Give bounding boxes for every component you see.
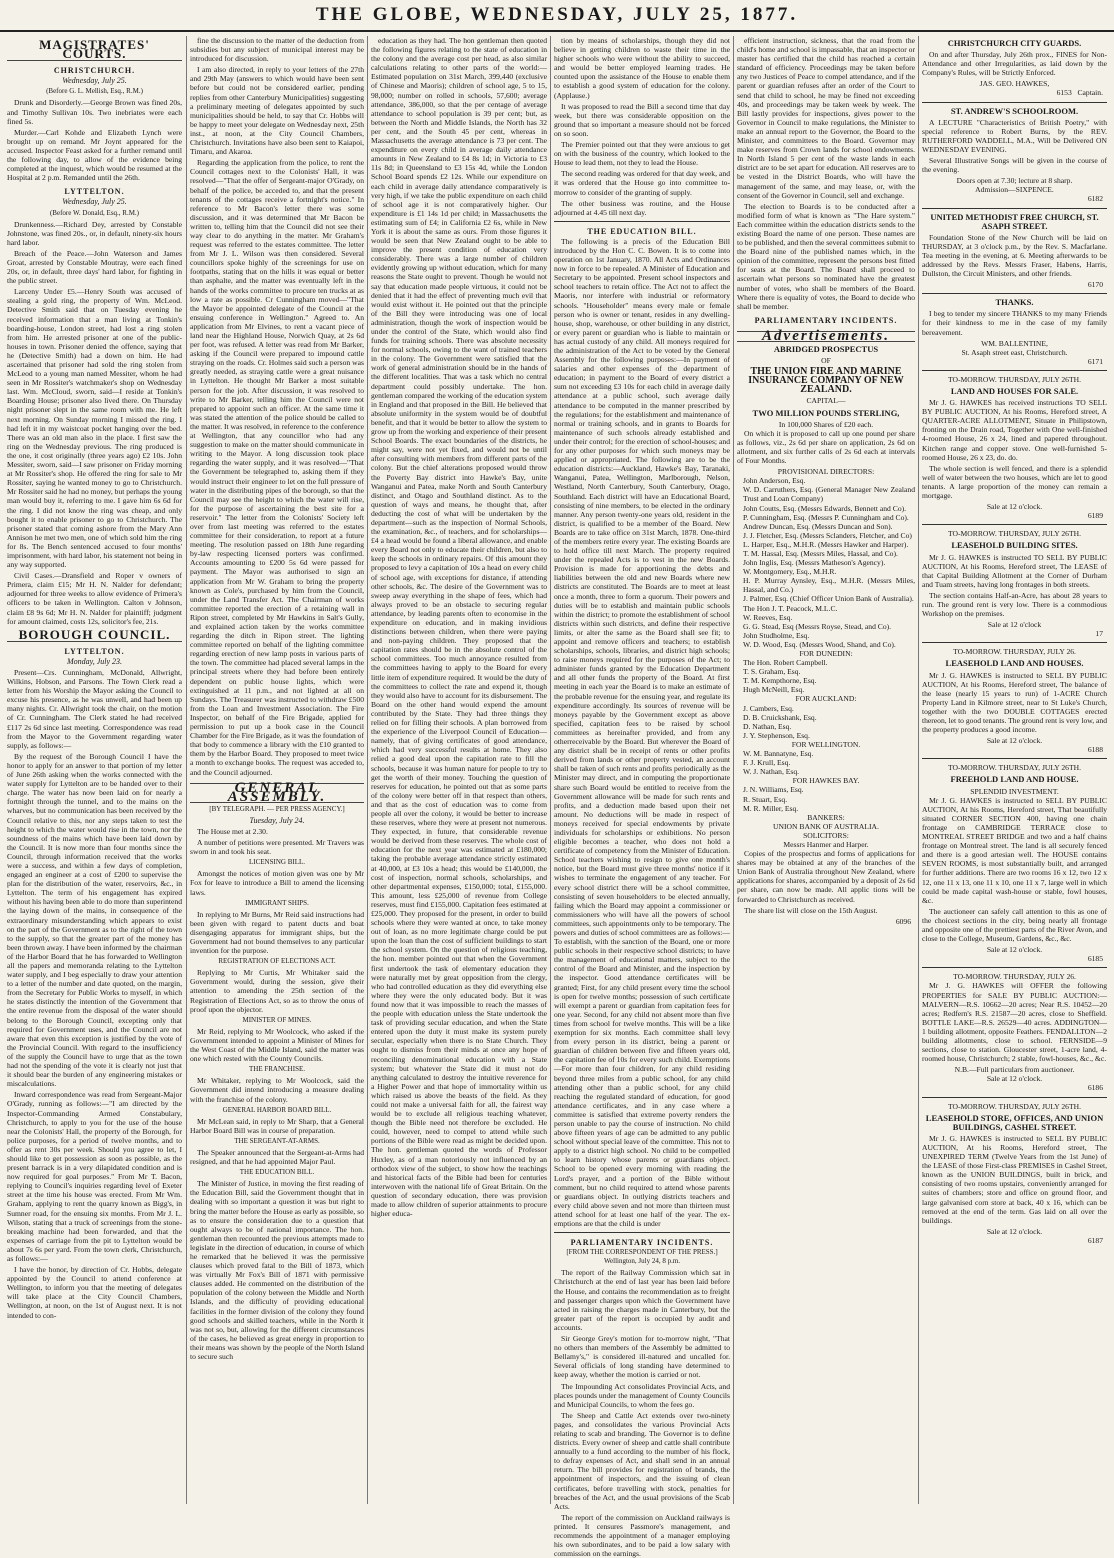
paragraph: Mr Reid, replying to Mr Woolcock, who asked if the Government intended to appoint a Minister of Mines for the West Coast of the Middle Island, said the matter was one which rested with the County Councils. (190, 1026, 364, 1064)
section-title: CHRISTCHURCH. (53, 66, 136, 76)
paragraph: Mr McLean said, in reply to Mr Sharp, that a General Harbor Board Bill was in course of preparation. (190, 1116, 364, 1135)
column-4 (550, 36, 733, 1558)
paragraph: The Sheep and Cattle Act extends over two-ninety pages, and consolidates the various Provincial Acts relating to scab and branding. The Governor is to define districts. Every owner of sheep and cattle shall contribute annually to a fund according to the number of his flock, to defray expenses of Act, and shall send in an annual return. The bill provides for registration of brands, the appointment of inspectors, and the issuing of clean certificates, before travelling with stock, penalties for breaches of the Act, and the usual provisions of the Scab Acts. (554, 1410, 730, 1511)
list-item: R. Stuart, Esq. (743, 794, 788, 804)
wellington-list (737, 749, 915, 776)
ad-title: LEASEHOLD STORE, OFFICES, AND UNION BUILDINGS, CASHEL STREET. (925, 1112, 1104, 1132)
subheading: IMMIGRANT SHIPS. (245, 898, 309, 907)
paragraph: Amongst the notices of motion given was one by Mr Fox for leave to introduce a Bill to amend the licensing laws. (190, 869, 364, 897)
paragraph: I am also directed, in reply to your letters of the 27th and 29th May (answers to which would have been sent before but could not be considered earlier, pending replies from other Canterbury Municipalities) suggesting a preliminary meeting of delegates appointed by such municipalities should be held, to say that Cr. Hobbs will be happy to meet your delegate on Wednesday next, 25th inst., at noon, at the City Council Chambers, Christchurch. Invitations have also been sent to Kaiapoi, Timaru, and Akaroa. (190, 65, 364, 157)
education-bill-heading: THE EDUCATION BILL. (587, 226, 697, 236)
section-date: Wednesday, July 25. (62, 197, 127, 207)
list-item: J. Cambers, Esq. (743, 703, 794, 713)
ad-when: TO-MORROW. THURSDAY, JULY 26TH. (948, 529, 1081, 539)
paragraph: The Minister of Justice, in moving the first reading of the Education Bill, said the Government thought that in dealing with so important a question it was but right to bring the matter before the House as early as possible, so as to ensure the consideration due to a question that ought always to be of national importance. The hon. gentleman then recounted the previous attempts made to legislate in the direction of education, in course of which he remarked that he believed it was the permissive clauses which proved fatal to the Bill of 1873, which was virtually Mr Fox's Bill of 1871 with permissive clauses added. He commented on the distribution of the population of the colony between the Middle and North Islands, and the difficulty of providing educational facilities in the former division of the colony they found good schools and skilled teachers, while in the North it was not so, but, allowing for the different circumstances of the cases, he believed as great energy in proportion to their means was shown by the people of the North Island to secure such (190, 1179, 364, 1362)
ad-text: The whole section is well fenced, and there is a splendid well of water between the two houses, which are let to good tenants. A large proportion of the money can remain a mortgage. (922, 463, 1107, 501)
divider (922, 293, 1107, 294)
ad-text: Mr J. G. HAWKES has received instructions TO SELL BY PUBLIC AUCTION, At his Rooms, Hereford street, A QUARTER-ACRE ALLOTMENT, Situate in Philipstown, fronting on the Drain road, Together with One well-finished 4-roomed House, 26 x 24, lined and papered throughout. Kitchen range and copper stove. One well-furnished 5-roomed House, 26 x 23, do. do. (922, 398, 1107, 462)
paragraph: Larceny Under £5.—Henry South was accused of stealing a gold ring, the property of Wm. McLeod. Detective Smith said that on Tuesday evening he received information that a man living at Tonkin's boarding-house, London street, had lost a ring stolen from him. He arrested prisoner at one of the public-houses in town. Prisoner denied the offence, saying that he (Detective Smith) had a down on him. He had ascertained that prisoner had sold the ring stolen from McLeod to a young man named Messiter, whom he had seen in Mr Rossiter's watchmaker's shop on Wednesday last. Wm. McCloud, sworn, said—I reside at Tonkin's Boarding House; prisoner also lived there. On Thursday night prisoner slept in the same room with me. He left next morning. On Sunday morning I missed the ring. I had left it in my waistcoat pocket hanging over the bed. There was an old man also in the place. I first saw the ring on the Wednesday previous. The ring produced is the one, it cost originally (three years ago) £2 10s. John Messiter, sworn, said—I saw prisoner on Friday morning at Mr Rossiter's shop. He offered the ring for sale to Mr Rossiter, saying he wanted money to go to Christchurch. Mr Rossiter said he had no money, but perhaps the young man would buy it, referring to me. I gave him 6s 6d for the ring. I did not know the ring was cheap, and only bought it to enable prisoner to go to Christchurch. The prisoner stated that coming ashore from the Mary Ann Annison he met two men, one of which sold him the ring for 8s. The Bench sentenced accused to four months' imprisonment, with hard labor, his statement not being in any way supported. (7, 287, 182, 570)
list-item: W. D. Carruthers, Esq. (General Manager New Zealand Trust and Loan Company) (743, 485, 915, 504)
ad-code: 6170 (1087, 280, 1103, 290)
wellington-label: FOR WELLINGTON. (791, 739, 861, 749)
subheading: GENERAL HARBOR BOARD BILL. (222, 1105, 332, 1114)
divider (922, 758, 1107, 759)
paragraph: The share list will close on the 15th August. (744, 905, 878, 915)
ad-sale-time: Sale at 12 o'clock. (986, 502, 1043, 512)
list-item: J. Palmer, Esq. (Chief Officer Union Bank of Australia). (743, 594, 914, 604)
parliamentary-incidents-heading: PARLIAMENTARY INCIDENTS. (754, 315, 898, 325)
ad-subtitle: SPLENDID INVESTMENT. (970, 786, 1059, 796)
paragraph: Drunkenness.—Richard Dey, arrested by Constable Johnstone, was fined 20s., or, in default, ninety-six hours hard labor. (7, 219, 182, 247)
directors-title: PROVISIONAL DIRECTORS: (777, 467, 875, 477)
column-5 (733, 36, 918, 1504)
ad-code-number: 6153 (1056, 88, 1072, 98)
ad-text: A LECTURE "Characteristics of British Poetry," with special reference to Robert Burns, by the REV. RUTHERFORD WADDELL, M.A., Will be Delivered ON WEDNESDAY EVENING. (922, 117, 1107, 154)
ad-text: On and after Thursday, July 26th prox., FINES for Non-Attendance and other Irregularities, as laid down by the Company's Rules, will be Strictly Enforced. (922, 50, 1107, 78)
solicitors-name: Messrs Hanmer and Harper. (783, 839, 869, 849)
list-item: T. M. Kempthorne, Esq. (743, 676, 817, 686)
paragraph: The report of the Railway Commission which sat in Christchurch at the end of last year has been laid before the House, and contains the recommendation as to freight and passenger charges upon which the Government have acted in raising the charges made in Canterbury, but the greater part of the report is occupied by audit and accounts. (554, 1268, 730, 1332)
list-item: John Anderson, Esq. (743, 476, 806, 486)
ad-address: St. Asaph street east, Christchurch. (961, 347, 1068, 357)
list-item: W. M. Bannatyne, Esq. (743, 749, 814, 759)
paragraph: Present—Crs. Cunningham, McDonald, Allwright, Wilkins, Hobson, and Parsons. The Town Clerk read a letter from his Worship the Mayor asking the Council to excuse his presence, as he was unwell, and had been up many nights. Cr. Allwright took the chair, on the motion of Cr. Cunningham. The Clerk stated he had received £117 2s 6d since last meeting. Correspondence was read from the Mayor to the Government regarding water supply, as follows:— (7, 668, 182, 750)
dateline: [FROM THE CORRESPONDENT OF THE PRESS.] Wellington, July 24, 8 p.m. (566, 1248, 718, 1266)
ad-text: The auctioneer can safely call attention to this as one of the choicest sections in the city, being nearly all frontage and opposite one of the prettiest parts of the River Avon, and close to the College, Museum, Gardens, &c., &c. (922, 906, 1107, 944)
ad-text: The section contains Half-an-Acre, has about 28 years to run. The ground rent is very low. There is a commodious Workshop on the premises. (922, 590, 1107, 619)
ad-text: Mr J. G. HAWKES is instructed to SELL BY PUBLIC AUCTION, At his Rooms, Hereford street, The balance of the lease (nearly 15 years to run) of 1-ACRE Church Property Land in Kilmore street, near to St Luke's Church, together with the two DOUBLE COTTAGES erected thereon, let to good tenants. The ground rent is very low, and the property produces a good income. (922, 670, 1107, 735)
divider (922, 208, 1107, 209)
subheading: MINISTER OF MINES. (242, 1015, 312, 1024)
prospectus-of: OF (821, 356, 831, 366)
column-1 (4, 36, 185, 1504)
masthead: THE GLOBE, WEDNESDAY, JULY 25, 1877. (0, 4, 1114, 32)
ad-note: N.B.—Full particulars from auctioneer. (954, 1065, 1075, 1075)
directors-list (737, 476, 915, 649)
subheading: THE FRANCHISE. (248, 1065, 305, 1074)
column-6 (918, 36, 1110, 1504)
list-item: J. N. Williams, Esq. (743, 785, 804, 795)
capital-amount: TWO MILLION POUNDS STERLING, (752, 407, 900, 418)
ad-code: 6185 (1087, 954, 1103, 964)
divider (922, 102, 1107, 103)
section-bench: (Before W. Donald, Esq., R.M.) (49, 208, 140, 217)
ad-code (922, 88, 1103, 97)
paragraph: The Speaker announced that the Sergeant-at-Arms had resigned, and that he had appointed Major Paul. (190, 1147, 364, 1167)
ad-text: Mr J. G. HAWKES is instructed to SELL BY PUBLIC AUCTION, At his Rooms, Hereford street, That beautifully situated CORNER SECTION 400, having one chain frontage on CAMBRIDGE TERRACE close to MONTREAL STREET BRIDGE and two and a half chains frontage on Montreal street. The land is all securely fenced and there is a good artesian well. The HOUSE contains SEVEN ROOMS, is most substantially built, and arranged for further additions. There are two rooms 16 x 12, two 12 x 12, one 11 x 13, one 11 x 10, one 11 x 7, large well in which could be made capital wash-house or stable, fowl houses, &c. (922, 795, 1107, 905)
column-2 (186, 36, 367, 1504)
ad-signature: WM. BALLENTINE, (981, 338, 1048, 348)
list-item: John Studholme, Esq. (743, 630, 810, 640)
paragraph: Mr Whitaker, replying to Mr Woolcock, said the Government did intend introducing a measure dealing with the franchise of the colony. (190, 1076, 364, 1104)
paragraph: tion by means of scholarships, though they did not believe in getting children to waste their time in the higher schools who were without the ability to succeed, and would be better employed learning trades. He counted upon the assistance of the House to enable them to establish a good system of education for the colony. (Applause.) (554, 36, 730, 100)
list-item: W. D. Wood, Esq. (Messrs Wood, Shand, and Co). (743, 639, 896, 649)
ad-when: TO-MORROW. THURSDAY, JULY 26TH. (948, 763, 1081, 773)
list-item: The Hon. Robert Campbell. (743, 658, 828, 668)
dunedin-list (737, 658, 915, 694)
ad-code: 6096 (895, 916, 911, 926)
section-bench: (Before G. L. Mellish, Esq., R.M.) (46, 87, 143, 96)
paragraph: The following is a precis of the Education Bill introduced by the Hon C. C. Bowen. It is to come into operation on 1st January, 1870. All Acts and Ordinances now in force to be repealed. A Minister of Education and Secretary to be appointed. Present school inspectors and school teachers to retain office. The Act not to affect the Maoris, nor interfere with industrial or reformatory schools. "Householder" means every male or female person who is owner or tenant, resides in any dwelling-house, shop, warehouse, or other building in any district, or every parent or guardian who is liable to maintain or has actual custody of any child. All moneys required for the administration of the Act to be voted by the General Assembly for the following purposes:—In payment of salaries and other expenses of the department of education; in payment to the Board of every district a sum not exceeding £3 10s for each child in average daily attendance at a public school, such average daily attendance to be computed in the manner prescribed by the regulations; for the establishment and maintenance of normal or training schools, and in grants to Boards for maintenance of such schools already established and under their control; for the erection of school-houses; and for any other purposes for which such moneys may be applied or appropriated. The following are to be the education districts:—Auckland, Hawke's Bay, Taranaki, Wanganui, Patea, Wellington, Marlborough, Nelson, Westland, North Canterbury, South Canterbury, Otago, Southland. Each district will have an Educational Board, consisting of nine members, to be elected in the ordinary manner. Any person twenty-one years old, resident in the district, is qualified to be a member of the Board. New Boards are to take office on 31st March, 1878. One-third of the members retire every year. The existing Boards are to hold office till next March. The property required under the repealed Acts is to vest in the new Boards. Provision is made for apportioning the debts and liabilities between the old and new Boards where new districts are constituted. The Boards are to meet at least once a month, three to form a quorum. Their powers and duties will be to establish and maintain public schools within the district; to promote the establishment of school districts within such districts, and define their respective limits, or alter the same as the Board shall see fit; to appoint and remove officers and teachers; to establish scholarships, schools, libraries, and district high schools; to raise moneys required for the purposes of the Act; to administer funds granted by the Education Department and all other funds the property of the Board. At first meeting in each year the Board is to make an estimate of the probable revenue for the ensuing year, and regulate its expenditure accordingly. Its sources of revenue will be moneys payable by the Government except as above specified, capitation fees to be raised by school committees as hereinafter provided, and from any otherreceivable by the Board. But wherever the Board of any district shall be in receipt of rents or other profits derived from lands or other property vested, an account shall be taken of such rents and profits periodically as the Minister may direct, and in computing the proportionate share such Board would be entitled to receive from the Government allowance will be made for such rents and profits, and a deduction made based upon their net amount. No deductions will be made in respect of moneys received for special endowments by private individuals for scholarships or exhibitions. No person eligible becomes a teacher, who does not hold a certificate of competency from the Minister of Education. School teachers wishing to resign to give one month's notice, but the Board must give three months' notice if it wishes to terminate the engagement of any teacher. For every school district there will be a school committee, consisting of seven householders to be elected annually, failing which the Board may appoint a commissioner or commissioners who will have all the powers of school committees, such appointments only to be temporary. The powers and duties of school committees are as follows:—To establish, with the sanction of the Board, one or more public schools in their respective school districts; to have the management of educational matters, subject to the control of the Board and Minister, and the inspection by the inspector. Good attendance certificates will be granted; First, for any child present every time the school is open for twelve months; possession of such certificate will exempt a parent or guardian from capitation fees for one year. Second, for any child not absent more than five times from school for twelve months. This will be a like exemption for six months. Each committee shall levy from every person in its district, being a parent or guardian of children between five and fifteen years old, the capitation fee of 10s for every such child. Exemptions—For more than four children, for any child residing beyond three miles from a public school, for any child attending other than a public school, for any child reaching the regulated standard of education, for good attendance certificates, and in any case where a committee is satisfied that extreme poverty renders the person unable to pay the course of instruction. No child above fifteen years of age can be admitted to any public school without special leave of the committee. This not to apply to a district high school. No child to be compelled to learn history whose parents or guardians object. School to be opened every morning with reading the Lord's prayer, and a portion of the Bible without comment, but no child required to attend whose parents or guardians object. In outlying districts teachers and every child above seven and not more than thirteen must attend school for at least one half of the year. The ex-emptions are that the child is under (554, 236, 730, 1228)
ad-title: LEASEHOLD LAND AND HOUSES. (945, 658, 1084, 669)
paragraph: I have the honor, by direction of Cr. Hobbs, delegate appointed by the Council to attend conference at Wellington, to inform you that the meeting of delegates will take place at the City Council Chambers, Wellington, at noon, on the 1st of August next. It is not intended to con- (7, 1265, 182, 1320)
ad-text: Admission—SIXPENCE. (975, 185, 1054, 195)
solicitors-label: SOLICITORS: (803, 830, 849, 840)
magistrates-courts-heading: MAGISTRATES' COURTS. (7, 40, 182, 61)
paragraph: A number of petitions were presented. Mr Travers was sworn in and took his seat. (190, 838, 364, 857)
list-item: W. J. Nathan, Esq. (743, 767, 800, 777)
ad-sale-time: Sale at 12 o'clock. (986, 945, 1043, 955)
ad-text: Mr J. G. HAWKES is instructed to SELL BY PUBLIC AUCTION, At his Rooms, Hereford street, The UNEXPIRED TERM (Twelve Years from the 1st June) of the LEASE of those First-class PREMISES in Cashel Street, known as the UNION BUILDINGS, built in brick, and consisting of two rooms upstairs, conveniently arranged for suites of chambers; store and office on ground floor, and large galvanised corn store at back, 40 x 16, which can be removed at the end of the term. Gas laid on all over the buildings. (922, 1133, 1107, 1225)
divider (922, 1097, 1107, 1098)
ad-role: Captain. (1077, 88, 1103, 98)
subheading: THE SERGEANT-AT-ARMS. (234, 1136, 320, 1145)
divider (922, 967, 1107, 968)
list-item: P. Cunningham, Esq. (Messrs P. Cunningham and Co). (743, 512, 909, 522)
ad-when: TO-MORROW. THURSDAY, JULY 26TH. (948, 1101, 1081, 1111)
bank-name: UNION BANK OF AUSTRALIA. (773, 821, 879, 831)
paragraph: The second reading was ordered for that day week, and it was ordered that the House go into committee to-morrow to consider of the granting of supply. (554, 169, 730, 197)
section-title: LYTTELTON. (64, 187, 125, 197)
hawkes-bay-list (737, 785, 915, 812)
ad-code: 6189 (1087, 511, 1103, 521)
paragraph: Inward correspondence was read from Sergeant-Major O'Grady, running as follows:—"I am directed by the Inspector-Commanding Armed Constabulary, Christchurch, to apply to you for the use of the house near the Colonists' Hall, the property of the Borough, for police purposes, for a period of twelve months, and to offer as rent 30s per week. Should you agree to let, I should like to get possession as soon as possible, as the present barrack is in a very dilapidated condition and is now required for goal purposes." From Mr T. Bacon, replying to Council's inquiries regarding level of Exeter street at the time his house was erected. From Mr Wm. Graham, applying to rent the quarry known as Bigg's, in Sumner road, for the ensuing six months. From Mr J. L. Wilson, stating that a truck of screenings from the stone-breaking machine had been forwarded, and that the expenses of carriage from the pit to Lyttelton would be about 7s 6s per yard. From the town clerk, Christchurch, as follows:— (7, 1090, 182, 1263)
ad-text: Mr J. G. HAWKES is instructed TO SELL BY PUBLIC AUCTION, At his Rooms, Hereford street, The LEASE of that Capital Building Allotment at the Corner of Durham and Tuam streets, having long frontages in both streets. (922, 552, 1107, 589)
ad-text: I beg to tender my sincere THANKS to my many Friends for their kindness to me in the case of my family bereavement. (922, 309, 1107, 337)
borough-council-heading: BOROUGH COUNCIL. (7, 630, 182, 642)
ad-text: Mr J. G. HAWKES will OFFER the following PROPERTIES for SALE BY PUBLIC AUCTION:—MALVERN—R.S. 10662—20 acres; Near R.S. 10452—20 acres; Redfern's R.S. 21587—20 acres, close to Sheffield. BOTTLE LAKE—R.S. 26529—40 acres. ADDINGTON—1 building allotment, opposite Feathers. FENDALLTON—2 building allotments, close to school. FERNSIDE—9 sections, close to station. Gloucester street, 1-acre land, 4-roomed house, Christchurch; 2 stable, fowl-houses, &c., &c. (922, 981, 1107, 1064)
ad-code: 6187 (1087, 1235, 1103, 1245)
subheading: LICENSING BILL. (249, 858, 305, 867)
ad-title: CHRISTCHURCH CITY GUARDS. (947, 38, 1082, 48)
ad-code: 6188 (1087, 745, 1103, 755)
ad-title: THANKS. (995, 297, 1034, 308)
ad-when: TO-MORROW. THURSDAY, JULY 26. (953, 647, 1076, 657)
list-item: Andrew Duncan, Esq. (Messrs Duncan and Son). (743, 521, 893, 531)
paragraph: The Premier pointed out that they were anxious to get on with the business of the country, which looked to the House to lead them, not they to lead the House. (554, 140, 730, 168)
ad-title: UNITED METHODIST FREE CHURCH, ST. ASAPH STREET. (930, 211, 1099, 231)
list-item: T. M. Hassal, Esq. (Messrs Miles, Hassal, and Co). (743, 548, 898, 558)
paragraph: Regarding the application from the police, to rent the Council cottages next to the Colonists' Hall, it was resolved—"That the offer of Sergeant-major O'Grady, on behalf of the police, be acceded to, and that the present tenants of the cottages receive a fortnight's notice." In reference to Mr Bacon's letter there was some discussion, and it was determined that Mr Bacon be written to, telling him that the Council did not see their way clear to do anything in the matter. Mr Graham's request was referred to the estates committee. The letter from Mr J. L. Wilson was then considered. Several councillors spoke highly of the screenings for use on footpaths, stating that on the hills it was equal or better than asphalte, and the matter was eventually left in the hands of the works committee to procure ten trucks at as low a rate as possible. Cr Cunningham moved—"That the Mayor be appointed delegate of the Council at the ensuing conference in Wellington." Agreed to. An application from Mr Elvines, to rent a vacant piece of land near the Highland House, Norwich Quay, at 2s 6d per foot, was refused. A letter was read from Mr Barker, asking if the Council were prepared to impound cattle straying on the roads. Cr. Holmes said such a person was greatly needed, as straying cattle were a great nuisance in Lyttelton. He thought Mr Barker a most suitable person for the job. After discussion, it was resolved to write to Mr Barker, telling him the Council were not prepared to appoint such an officer. At the same time it was stated the attention of the police should be called to the matter. It was resolved, in reference to the conference at Wellington, that any councillor who had any suggestion to make on the matter should communicate in writing to the Mayor. A long discussion took place regarding the water supply, and it was resolved—"That the Government be telegraphed to, asking them if they would instruct their engineer to let on the full pressure of water in the distributing pipes of the borough, so that the Council may see the height to which the water will rise, for the purpose of ascertaining the best site for a reservoir." The letter from the Colonists' Society left over from last meeting was referred to the estates committee for their consideration, to report at a future meeting. The resolution passed on 18th June regarding by-law respecting licensed porters was confirmed. Accounts amounting to £200 5s 6d were passed for payment. The Mayor was authorised to sign an application from Mr W. Graham to bring the property known as Cole's, purchased by him from the Council, under the Land Transfer Act. The Chairman of works committee reported the erection of a retaining wall in Ripon street, completed by Mr Hawkins in Salt's Gully, and explained action taken by the works committee regarding the ditch in Ripon street. The lighting committee reported on behalf of the lighting committee regarding erection of new lamp posts in various parts of the town. The committee had placed several lamps in the principal streets where they had before been entirely dependent on public house lights, which were extinguished at 11 p.m., and not lighted at all on Sundays. The Treasurer was instructed to withdraw £500 from the Loan and Investment Association. The Fire Inspector, on behalf of the Fire Brigade, applied for permission to put up a book case in the Council Chamber for the Fire Brigade, as it was the foundation of that body to commence a library with the £10 granted to them by the Harbor Board. They proposed to meet twice a month to exchange books. The request was acceded to, and the Council adjourned. (190, 158, 364, 777)
divider (922, 642, 1107, 643)
capital-label: CAPITAL— (806, 396, 846, 406)
ad-title: FREEHOLD LAND AND HOUSE. (950, 774, 1079, 785)
ad-code: 6182 (1087, 194, 1103, 204)
telegraph-line: [BY TELEGRAPH. — PER PRESS AGENCY.] (209, 804, 345, 813)
advertisements-heading: Advertisements. (737, 331, 915, 342)
auckland-label: FOR AUCKLAND: (795, 694, 857, 704)
ad-code: 6171 (1087, 356, 1103, 366)
divider (922, 370, 1107, 371)
ad-sale-time: Sale at 12 o'clock. (986, 1074, 1043, 1084)
section-date: Wednesday, July 25. (62, 76, 127, 86)
paragraph: education as they had. The hon gentleman then quoted the following figures relating to the state of education in the colony and the average cost per head, as also similar calculations relating to other parts of the world:—Estimated population on 31st March, 399,440 (exclusive of Chinese and Maoris); children of school age, 5 to 15, 98,000; number on rolled in schools, 57,600; average attendance, 386,000, so that the per centage of average attendance to school population is 39 per cent; but, as between the North and Middle Islands, the North has 32 per cent, and the South 45 per cent, whereas in Massachusetts the average attendance is 73 per cent. The expenditure on every child in average daily attendance amounts in New Zealand to £4 8s 1d; in Victoria to £3 11s 8d; in Queensland to £3 15s 4d, while the London School Board spends £2 12s. While our expenditure on each child in average daily attendance comparatively is very high, if we take the public expenditure on each child of school age it is not comparatively higher. Our expenditure is £1 14s 1d per child; in Massachusetts the estimating sum of £4; in California £2 6s, while in New York it is about the same as ours. From those figures it would be seen that New Zealand ought to be able to improve the present condition of education very considerably. There was a large number of children evidently growing up without education, which for many reasons the State ought to prevent. Though he would not say that education made people virtuous, it could not be denied that it had the effect of preventing much evil that would exist without it. He pointed out that the principle of the Bill they were introducing was one of local administration, though the work of inspection would be under the control of the State, which would also find funds for training schools. There was absolute necessity for normal schools, owing to the want of trained teachers in the colony. The Government were satisfied that the work of general administration should be in the hands of the different localities. That was a task which no central department could possibly undertake. The hon. gentleman compared the working of the education system in England and that proposed in the Bill. He believed that absolute uniformity in the system would be of doubtful benefit, and that it would be better to allow the system to grow up from the working and experience of their present School Boards. The exact boundaries of the districts, he might say, were not yet fixed, and would not be until after consulting with members from different parts of the colony. But the chief alterations proposed would throw the Poverty Bay district into Hawke's Bay, unite Wanganui and Patea, make North and South Canterbury distinct, and Otago and Southland distinct. As to the question of ways and means, he thought that, after deducting the cost of what will be undertaken by the department—such as the inspection of Normal Schools, the examination, &c., of teachers, and for scholarships—£4 a head would be found a liberal allowance, and enable every Board not only to educate their children, but also to keep the schools in ordinary repairs. Of this amount they proposed to levy a capitation of 10s a head on every child of school age, with exceptions for distance, if attending other schools, &c. The desire of the Government was to sweep away everything in the shape of fees, which had always proved to be an obstacle to securing regular attendance, by leading parents often to economise in the expenditure on education, and in making invidious distinctions between children, when there were paying and non-paying children. They proposed that the capitation rates should be in the absolute control of the school committees. Too much annoyance resulted from the committees having to apply to the Board for every little item of expenditure required. It would be the duty of the committees to collect the rate and expend it, though they would also have to account for its disbursement. The Board on the other hand would expend the amount contributed by the State. They had three things they relied on for filling their schools. A plan borrowed from the experience of the Liverpool Council of Education—namely, that of giving certificates of good attendance, which had very successful results at home. They also relied a good deal upon the capitation rate to fill the schools, because it was human nature for people to try to get the worth of their money. Touching the question of reserves for education, he pointed out that as some parts of the colony were better off in that respect than others, and that as the cost of education was to come from people all over the colony, it would be better to increase these reserves, where they were at present not numerous. They expected, in future, that considerable revenue would be derived from these reserves. The whole cost of education for the next year was estimated at £180,000; taking the probable average attendance strictly estimated at 40,000, at £3 10s a head; this would be £140,000, the cost of inspection, normal schools, scholarships, and other departmental expenses, £150,000; total, £155,000. This amount, less £25,000 of revenue from College reserves, must find £155,000. Capitation fees estimated at £25,000. They proposed for the present, in order to build schools where they were wanted at once, to take money out of loan, as no more legitimate charge could be put upon the loan than the cost of sufficient buildings to start the school system. On the question of religious teaching, the hon. member pointed out that when the Government first undertook the task of elementary education they were naturally met by great opposition from the clergy, who had controlled education as they did everything else where they were the only educated body. But it was found now that it was impossible to reach the masses of the people with education unless the State undertook the task of providing secular education, and when the State entered upon the duty it must make its system purely secular, especially when there is no State Church. They ought to dismiss from their minds at once any hope of reconciling denominational education with a State system; but whatever the State did it must not do anything calculated to destroy the intuitive reverence for a Higher Power and that hope of immortality within us which raised us above the beasts of the field. As they could not make a universal faith for all, the fairest way would be to exclude all religious teaching whatever, though the Bible need not therefore be excluded. He could, however, need to compel to attend while such portions of the Bible were read as might be decided upon. The hon. gentleman quoted the words of Professor Huxley, as of a man notoriously not influenced by an orthodox view of the subject, to show how the teachings and historical facts of the Bible had been for centuries interwoven with the national life of Great Britain. On the question of secondary education, there was provision made to allow children of superior attainments to procure higher educa- (371, 36, 547, 1219)
ad-when: TO-MORROW. THURSDAY, JULY 26. (953, 972, 1076, 982)
auckland-list (737, 704, 915, 740)
paragraph: The election to Boards is to be conducted after a modified form of what is known as "The Hare system." Each committee within the education districts sends to the existing Board the name of one person. These names are to be published, and then the several committees submit to the Board nine of the published names which, in the opinion of the committee, represent the persons best fitted for seats at the Board. The Board shall proceed to ascertain what persons so nominated have the greatest number of votes, who shall be members of the Board. Where there is equality of votes, the Board to decide who shall be member. (737, 201, 915, 311)
ad-sale-time: Sale at 12 o'clock. (986, 1226, 1043, 1236)
column-3 (367, 36, 550, 1504)
paragraph: Civil Cases.—Dransfield and Roper v owners of Primera, claim £15; Mr H. N. Nalder for defendant; adjourned for three weeks to allow evidence of Primera's officers to be taken in Wellington. Calton v Johnson, claim £8 9s 6d; Mr H. N. Nalder for plaintiff; judgment for amount claimed, costs 12s, solicitor's fee, 21s. (7, 571, 182, 626)
ad-when: TO-MORROW. THURSDAY, JULY 26TH. (948, 374, 1081, 384)
paragraph: Sir George Grey's motion for to-morrow night, "That no others than members of the Assembly be admitted to Bellamy's," is considered ill-natured and uncalled for. Several officials of long standing have determined to keep away, whether the motion is carried or not. (554, 1334, 730, 1380)
ad-sale-time: Sale at 12 o'clock. (986, 736, 1043, 746)
paragraph: The report of the commission on Auckland railways is printed. It censures Passmore's management, and recommends the appointment of a manager employing his own subordinates, and to be paid a low salary with commission on the earnings. (554, 1512, 730, 1558)
paragraph: On which it is proposed to call up one pound per share as follows, viz., 2s 6d per share on application, 2s 6d on allotment, and six further calls of 2s 6d each at intervals of Four Months. (737, 428, 915, 466)
shares-line: In 100,000 Shares of £20 each. (778, 419, 874, 429)
paragraph: fine the discussion to the matter of the deduction from subsidies but any subject of municipal interest may be introduced for discussion. (190, 36, 364, 64)
section-date: Tuesday, July 24. (249, 815, 305, 825)
list-item: Hugh McNeill, Esq. (743, 685, 805, 695)
list-item: W. Reeves, Esq. (743, 612, 793, 622)
paragraph: In replying to Mr Burns, Mr Reid said instructions had been given with regard to patent ducts and boat disengaging apparatus for immigrant ships, but the Government had not bound themselves to any particular invention for the purpose. (190, 909, 364, 956)
subheading: THE EDUCATION BILL. (239, 1168, 315, 1177)
prospectus-title: ABRIDGED PROSPECTUS (773, 344, 879, 354)
paragraph: The other business was routine, and the House adjourned at 4.45 till next day. (554, 198, 730, 217)
ad-title: LEASEHOLD BUILDING SITES. (951, 540, 1078, 551)
divider (554, 1232, 730, 1233)
bankers-label: BANKERS: (807, 812, 845, 822)
paragraph: Breach of the Peace.—John Waterson and James Groat, arrested by Constable Moutray, were each fined 20s, or, in default, three days' hard labor, for fighting in the public street. (7, 248, 182, 286)
list-item: D. B. Cruickshank, Esq. (743, 712, 817, 722)
ad-text: Foundation Stone of the New Church will be laid on THURSDAY, at 3 o'clock p.m., by the Rev. S. Macfarlane. Tea meeting in the evening, at 6. Meeting afterwards to be addressed by the Revs. Messrs Fraser, Habens, Harris, Dullston, the Circuit Ministers, and other friends. (922, 232, 1107, 279)
list-item: G. G. Stead, Esq (Messrs Royse, Stead, and Co). (743, 621, 892, 631)
divider (554, 221, 730, 222)
ad-signature: JAS. GEO. HAWKES, (979, 79, 1050, 89)
paragraph: Copies of the prospectus and forms of applications for shares may be obtained at any of the branches of the Union Bank of Australia throughout New Zealand, where applications for shares, accompanied by a deposit of 2s 6d per share, can now be made. All applic tions will be forwarded to Christchurch as received. (737, 849, 915, 904)
list-item: M. R. Miller, Esq. (743, 803, 799, 813)
ad-code: 6186 (1087, 1083, 1103, 1093)
section-date: Monday, July 23. (66, 656, 123, 666)
list-item: The Hon J. T. Peacock, M.L.C. (743, 603, 838, 613)
ad-sale-time: Sale at 12 o'clock (987, 620, 1042, 630)
list-item: D. Nathan, Esq. (743, 721, 792, 731)
paragraph: Murder.—Carl Kohde and Elizabeth Lynch were brought up on remand. Mr Joynt appeared for the accused. Inspector Feast asked for a further remand until the following day, to allow of the evidence being completed at the inquest, which would be resumed at the Hospital at 2 p.m. Remanded until the 26th. (7, 127, 182, 183)
paragraph: Replying to Mr Curtis, Mr Whitaker said the Government would, during the session, give their attention to amending the 25th section of the Registration of Elections Act, so as to throw the onus of proof upon the objector. (190, 968, 364, 1014)
list-item: J. J. Fletcher, Esq. (Messrs Sclanders, Fletcher, and Co) (743, 530, 912, 540)
paragraph: Drunk and Disorderly.—George Brown was fined 20s, and Timothy Sullivan 10s. Two inebriates were each fined 5s. (7, 98, 182, 126)
list-item: L. Harper, Esq., M.H.R. (Messrs Hawker and Harper). (743, 539, 909, 549)
general-assembly-heading: GENERAL ASSEMBLY. (190, 783, 364, 803)
list-item: John Coutts, Esq. (Messrs Edwards, Bennett and Co). (743, 503, 907, 513)
list-item: John Inglis, Esq. (Messrs Matheson's Agency). (743, 558, 886, 568)
ad-code: 17 (1095, 629, 1103, 639)
ad-text: Doors open at 7.30; lecture at 8 sharp. (956, 176, 1073, 186)
ad-title: LAND AND HOUSES FOR SALE. (950, 386, 1079, 396)
paragraph: The House met at 2.30. (197, 826, 268, 836)
list-item: W. Montgomery, Esq., M.H.R. (743, 567, 837, 577)
ad-title: ST. ANDREW'S SCHOOLROOM. (950, 105, 1079, 116)
hawkes-bay-label: FOR HAWKES BAY. (792, 776, 860, 786)
paragraph: The Impounding Act consolidates Provincial Acts, and places pounds under the management of County Councils and Municipal Councils, to whom the fees go. (554, 1381, 730, 1409)
list-item: T. S. Graham, Esq. (743, 667, 801, 677)
list-item: F. J. Krull, Esq. (743, 758, 791, 768)
list-item: H. P. Murray Aynsley, Esq., M.H.R. (Messrs Miles, Hassal, and Co.) (743, 576, 915, 595)
parliamentary-incidents-heading: PARLIAMENTARY INCIDENTS. (570, 1238, 714, 1248)
subheading: REGISTRATION OF ELECTIONS ACT. (218, 957, 336, 966)
paragraph: efficient instruction, sickness, that the road from the child's home and school is impassable, that an inspector or master has certified that the child has reached a certain standard of efficiency. Proceedings may be taken before any two Justices of Peace to compel attendance, and if the parent or guardian refuses after an order of the Court to send that child to school, he may be fined not exceeding 40s, and proceedings may be taken week by week. The Bill lastly provides for inspections, gives power to the Governor in Council to make regulations, the Minister to make an annual report to the Governor, the Board to the Minister, and committees to the Board. Governor may make reserves from Crown lands for school endowments. In North Island 5 per cent of the waste lands in each district are to be set apart for education. All reserves are to be vested in the District Boards, who will have the management of the same, and may lease, or, with the consent of the Governor in Council, sell and exchange. (737, 36, 915, 200)
divider (922, 524, 1107, 525)
dunedin-label: FOR DUNEDIN: (799, 649, 853, 658)
paragraph: By the request of the Borough Council I have the honor to apply for an answer to that portion of my letter of June 26th asking when the works connected with the water supply for Lyttelton are to be handed over to their charge. The water has now been laid on for nearly a fortnight through the tunnel, and to the mains on the wharves, but no communication has been received by the Council relative to this, nor any steps taken to test the height to which the water would rise in the town, nor the soundness of the mains which have been laid down by the Council. It is now more than four months since the Council, through information received that the works were a success, and within a few days of completion, engaged an engineer at a cost of £200 to supervise the plan for the distribution of the water, reservoirs, &c., in Lyttelton. The term of his engagement has expired without his having been able to do more than superintend the laying down of the mains, in consequence of the extraordinary misunderstanding which appears to exist on the part of the Government as to the right of the town to the supply, so that the greater part of the money has been thrown away. I have been informed by the chairman of the Harbor Board that he has forwarded to Wellington all the papers and memoranda relating to the Lyttelton water supply, and I beg especially to draw your attention to a letter of the number and date quoted, on the margin, from the Secretary for Public Works to myself, in which he states distinctly the intention of the Government that the entire revenue from the disposal of the water should belong to the Borough Council, excepting only that required for Government uses, and the Council are not aware that even this exception is justified by the vote of the Provincial Council. With regard to the insufficiency of the supply the Council have to urge that as the town had not the spending of the vote it is clearly not just that it should bear the burden of any engineering mistakes or miscalculations. (7, 751, 182, 1089)
list-item: J. Y. Stephenson, Esq. (743, 730, 810, 740)
section-title: LYTTELTON. (64, 646, 125, 656)
paragraph: It was proposed to read the Bill a second time that day week, but there was considerable opposition on the ground that so important a measure should not be forced on so soon. (554, 101, 730, 138)
ad-text: Several Illustrative Songs will be given in the course of the evening. (922, 156, 1107, 175)
company-name: THE UNION FIRE AND MARINE INSURANCE COMPANY OF NEW ZEALAND. (748, 366, 904, 396)
